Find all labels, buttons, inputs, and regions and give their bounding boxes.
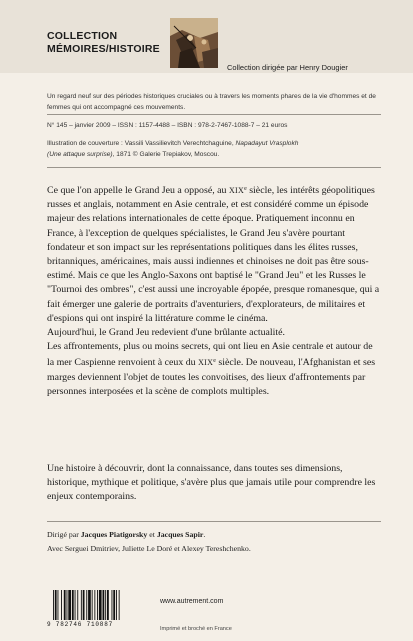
barcode-bar bbox=[112, 590, 113, 620]
printed-note: Imprimé et broché en France bbox=[160, 626, 232, 632]
barcode-bar bbox=[97, 590, 98, 620]
barcode-number: 9 782746 710887 bbox=[47, 621, 114, 628]
divider bbox=[47, 114, 381, 115]
barcode-bar bbox=[58, 590, 59, 620]
contributors: Avec Serguei Dmitriev, Juliette Le Doré et Alexey Tereshchenko. bbox=[47, 544, 251, 553]
barcode-bar bbox=[75, 590, 76, 620]
barcode-bar bbox=[53, 590, 54, 620]
header-band bbox=[0, 0, 413, 73]
cover-illustration-thumbnail bbox=[170, 18, 218, 68]
barcode-bar bbox=[67, 590, 68, 620]
barcode-bar bbox=[116, 590, 117, 620]
collection-director: Collection dirigée par Henry Dougier bbox=[227, 63, 348, 72]
divider bbox=[47, 167, 381, 168]
barcode-bar bbox=[92, 590, 93, 620]
barcode-bar bbox=[55, 590, 57, 620]
blurb-paragraph-3: Les affrontements, plus ou moins secrets, qui ont lieu en Asie centrale et autour de la mer Caspienne renvoient à ceux du XIXe siècle. De nouveau, l'Afghanistan et ses marges deviennent l'objet de toutes les convoitises, des lieux d'affrontements par personnes interposées et la scène de complots multiples. bbox=[47, 341, 376, 397]
blurb-closing bbox=[47, 462, 380, 505]
blurb-paragraph-4: Une histoire à découvrir, dont la connaissance, dans toutes ses dimensions, historique, mythique et politique, s'avère plus que jamais utile pour comprendre les enjeux contemporains. bbox=[47, 463, 376, 503]
barcode-bar bbox=[103, 590, 105, 620]
cover-credit bbox=[47, 139, 377, 160]
barcode-bar bbox=[94, 590, 95, 620]
barcode-bar bbox=[105, 590, 106, 620]
painting-image bbox=[170, 18, 218, 68]
blurb-main bbox=[47, 182, 380, 399]
collection-line2: MÉMOIRES/HISTOIRE bbox=[47, 43, 160, 55]
barcode-bar bbox=[119, 590, 120, 620]
barcode-bar bbox=[99, 590, 102, 620]
credit-title-translation: (Une attaque surprise) bbox=[47, 150, 113, 158]
divider bbox=[47, 521, 381, 522]
directed-by: Dirigé par Jacques Piatigorsky et Jacques Sapir. bbox=[47, 530, 206, 539]
barcode-bar bbox=[86, 590, 87, 620]
collection-line1: COLLECTION bbox=[47, 30, 118, 42]
barcode-bar bbox=[77, 590, 78, 620]
credit-title: Napadayut Vrasplokh bbox=[235, 140, 299, 147]
barcode-bar bbox=[81, 590, 82, 620]
barcode-bar bbox=[61, 590, 62, 620]
credit-prefix: Illustration de couverture : Vassili Vassilievitch Verechtchaguine, bbox=[47, 140, 236, 147]
barcode-bar bbox=[64, 590, 66, 620]
blurb-paragraph-1: Ce que l'on appelle le Grand Jeu a opposé, au XIXe siècle, les intérêts géopolitiques russes et anglais, notamment en Asie centrale, et est considéré comme un épisode majeur des relations internationales de cette époque. Pratiquement inconnu en France, à l'exception de quelques spécialistes, le Grand Jeu s'avère pourtant fondateur et son impact sur les représentations politiques dans les élites russes, britanniques, américaines, mais aussi indiennes et chinoises ne doit pas être sous-estimé. Mais ce que les Anglo-Saxons ont baptisé le "Grand Jeu" et les Russes le "Tournoi des ombres", c'est aussi une incroyable épopée, presque romanesque, qui a fait émerger une galerie de portraits d'aventuriers, d'explorateurs, de militaires et d'espions qui ont inspiré la littérature comme le cinéma. bbox=[47, 185, 380, 324]
barcode-bar bbox=[68, 590, 71, 620]
barcode-bar bbox=[72, 590, 74, 620]
author-name: Jacques Piatigorsky bbox=[80, 530, 148, 539]
barcode-bar bbox=[107, 590, 109, 620]
collection-label bbox=[47, 30, 160, 56]
credit-suffix: , 1871 © Galerie Trepiakov, Moscou. bbox=[112, 150, 220, 158]
book-meta: N° 145 – janvier 2009 – ISSN : 1157-4488 – ISBN : 978-2-7467-1088-7 – 21 euros bbox=[47, 122, 288, 129]
authors-credit bbox=[47, 528, 380, 556]
barcode-bars bbox=[47, 590, 143, 620]
barcode-bar bbox=[88, 590, 91, 620]
collection-intro: Un regard neuf sur des périodes historiques cruciales ou à travers les moments phares de la vie d'hommes et de femmes qui ont accompagné ces mouvements. bbox=[47, 93, 376, 111]
author-name: Jacques Sapir bbox=[156, 530, 204, 539]
blurb-paragraph-2: Aujourd'hui, le Grand Jeu redevient d'une brûlante actualité. bbox=[47, 327, 286, 339]
barcode-bar bbox=[83, 590, 85, 620]
publisher-website: www.autrement.com bbox=[160, 598, 224, 605]
barcode-bar bbox=[113, 590, 115, 620]
